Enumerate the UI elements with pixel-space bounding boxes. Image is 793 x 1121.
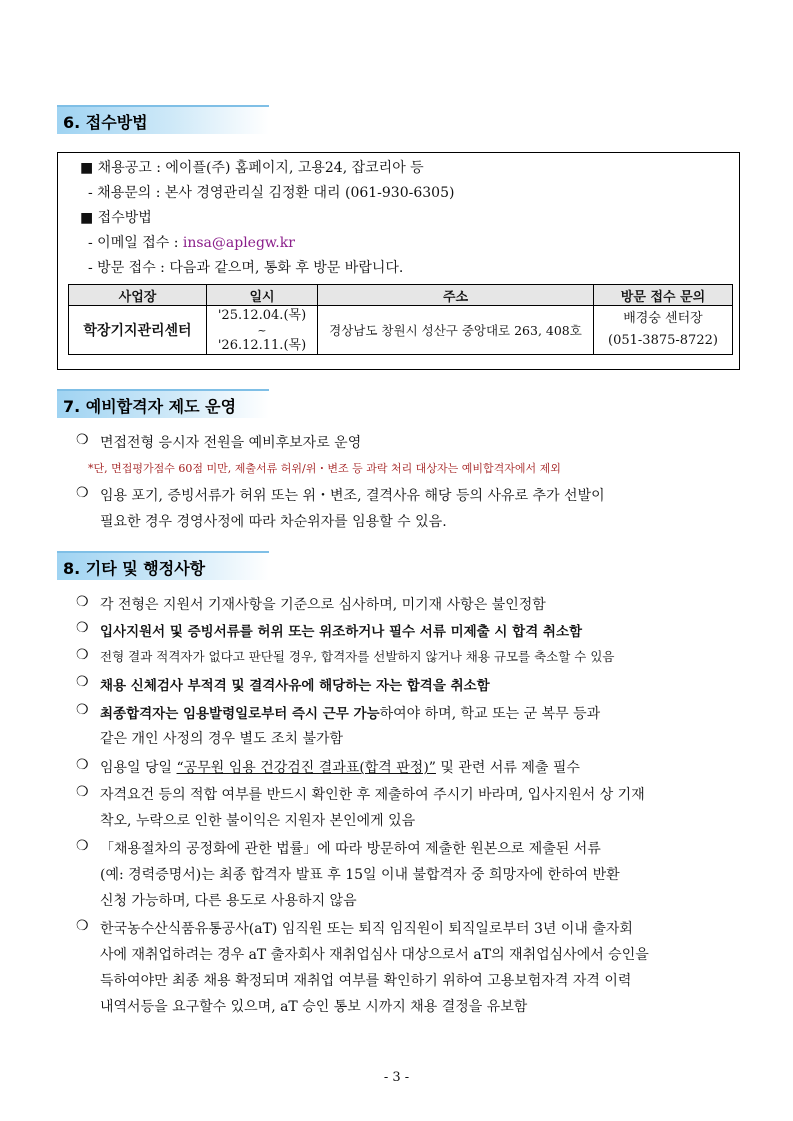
bullet-icon: ❍	[76, 674, 89, 690]
section-8-header	[57, 551, 269, 580]
address-cell: 경상남도 창원시 성산구 중앙대로 263, 408호	[318, 306, 594, 355]
misc-item-6-underlined: “공무원 임용 건강검진 결과표(합격 판정)”	[176, 760, 436, 776]
receipt-line-2: - 채용문의 : 본사 경영관리실 김정환 대리 (061-930-6305)	[88, 185, 455, 201]
misc-item-5	[100, 702, 600, 723]
receipt-line-1: ■ 채용공고 : 에이플(주) 홈페이지, 고용24, 잡코리아 등	[80, 160, 424, 176]
receipt-line-4	[88, 232, 295, 252]
visit-table	[68, 284, 733, 355]
misc-item-8a: 「채용절차의 공정화에 관한 법률」에 따라 방문하여 제출한 원본으로 제출된 서류	[100, 841, 601, 857]
bullet-icon: ❍	[76, 757, 89, 773]
receipt-line-5: - 방문 접수 : 다음과 같으며, 통화 후 방문 바랍니다.	[88, 260, 404, 276]
contact-name: 배경숭 센터장	[623, 311, 703, 326]
header-date: 일시	[207, 285, 318, 306]
section-8-title: 8. 기타 및 행정사항	[63, 559, 206, 578]
header-site: 사업장	[69, 285, 207, 306]
bullet-icon: ❍	[76, 702, 89, 718]
reserve-note: *단, 면접평가점수 60점 미만, 제출서류 허위/위・변조 등 과락 처리 대상자는 예비합격자에서 제외	[88, 462, 561, 475]
contact-phone: (051-3875-8722)	[608, 333, 718, 348]
date-to: '26.12.11.(목)	[217, 337, 307, 353]
bullet-icon: ❍	[76, 594, 89, 610]
bullet-icon: ❍	[76, 784, 89, 800]
section-6-title: 6. 접수방법	[63, 113, 148, 132]
section-7-header	[57, 389, 269, 418]
misc-item-5-bold: 최종합격자는 임용발령일로부터 즉시 근무 가능	[100, 706, 380, 722]
misc-item-9a: 한국농수산식품유통공사(aT) 임직원 또는 퇴직 임직원이 퇴직일로부터 3년 이내 출자회	[100, 921, 633, 937]
section-7-title: 7. 예비합격자 제도 운영	[63, 397, 237, 416]
misc-item-1: 각 전형은 지원서 기재사항을 기준으로 심사하며, 미기재 사항은 불인정함	[100, 597, 546, 613]
section-6-header	[57, 105, 269, 134]
date-from: '25.12.04.(목)	[217, 307, 307, 323]
bullet-icon: ❍	[76, 918, 89, 934]
misc-item-8c: 신청 가능하며, 다른 용도로 사용하지 않음	[100, 893, 357, 909]
reserve-item-2a: 임용 포기, 증빙서류가 허위 또는 위・변조, 결격사유 해당 등의 사유로 추가 선발이	[100, 488, 605, 504]
header-contact: 방문 접수 문의	[594, 285, 733, 306]
reserve-item-1: 면접전형 응시자 전원을 예비후보자로 운영	[100, 435, 362, 451]
misc-item-5-rest: 하여야 하며, 학교 또는 군 복무 등과	[379, 706, 601, 722]
receipt-line-3: ■ 접수방법	[80, 210, 152, 226]
misc-item-5b: 같은 개인 사정의 경우 별도 조치 불가함	[100, 731, 344, 747]
bullet-icon: ❍	[76, 838, 89, 854]
misc-item-9b: 사에 재취업하려는 경우 aT 출자회사 재취업심사 대상으로서 aT의 재취업심사에서 승인을	[100, 947, 649, 963]
email-link[interactable]: insa@aplegw.kr	[182, 235, 295, 251]
page-number: - 3 -	[383, 1070, 410, 1085]
misc-item-2: 입사지원서 및 증빙서류를 허위 또는 위조하거나 필수 서류 미제출 시 합격 취소함	[100, 624, 583, 640]
site-cell: 학장기지관리센터	[69, 306, 207, 355]
misc-item-3: 전형 결과 적격자가 없다고 판단될 경우, 합격자를 선발하지 않거나 채용 규모를 축소할 수 있음	[100, 649, 615, 664]
header-address: 주소	[318, 285, 594, 306]
bullet-icon: ❍	[76, 432, 89, 448]
misc-item-6-post: 및 관련 서류 제출 필수	[435, 760, 580, 776]
misc-item-9d: 내역서등을 요구할수 있으며, aT 승인 통보 시까지 채용 결정을 유보함	[100, 999, 528, 1015]
reserve-item-2b: 필요한 경우 경영사정에 따라 차순위자를 임용할 수 있음.	[100, 514, 447, 530]
contact-cell	[594, 306, 733, 355]
misc-item-7a: 자격요건 등의 적합 여부를 반드시 확인한 후 제출하여 주시기 바라며, 입사지원서 상 기재	[100, 787, 645, 803]
misc-item-7b: 착오, 누락으로 인한 불이익은 지원자 본인에게 있음	[100, 813, 416, 829]
bullet-icon: ❍	[76, 620, 89, 636]
date-sep: ~	[257, 323, 267, 337]
bullet-icon: ❍	[76, 647, 89, 663]
misc-item-4: 채용 신체검사 부적격 및 결격사유에 해당하는 자는 합격을 취소함	[100, 678, 490, 694]
bullet-icon: ❍	[76, 485, 89, 501]
email-label: - 이메일 접수 :	[88, 235, 183, 251]
misc-item-6	[100, 757, 580, 777]
misc-item-8b: (예: 경력증명서)는 최종 합격자 발표 후 15일 이내 불합격자 중 희망자에 한하여 반환	[100, 867, 620, 883]
misc-item-6-pre: 임용일 당일	[100, 760, 177, 776]
date-cell	[207, 306, 318, 355]
misc-item-9c: 득하여야만 최종 채용 확정되며 재취업 여부를 확인하기 위하여 고용보험자격 자격 이력	[100, 973, 632, 989]
